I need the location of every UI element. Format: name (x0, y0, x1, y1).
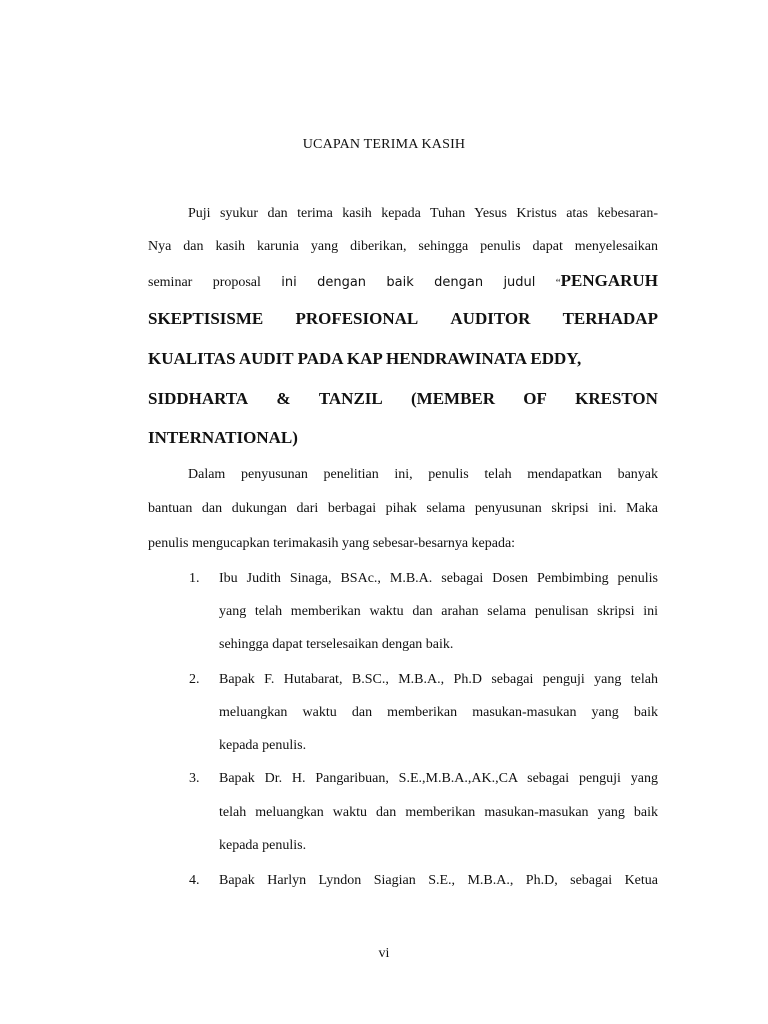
word: baik (386, 275, 414, 290)
word: SIDDHARTA (148, 389, 249, 408)
word: KRESTON (575, 389, 658, 408)
word: AUDITOR (450, 309, 531, 328)
para1-line2: Nya dan kasih karunia yang diberikan, sehingga penulis dapat menyelesaikan (148, 239, 658, 254)
list-item-line: telah meluangkan waktu dan memberikan masukan-masukan yang baik (219, 805, 658, 820)
bold-title-line7: INTERNATIONAL) (148, 428, 298, 447)
word: seminar (148, 275, 193, 290)
word: dengan (434, 275, 484, 290)
page-title: UCAPAN TERIMA KASIH (302, 137, 466, 152)
word: PROFESIONAL (295, 309, 419, 328)
word: & (276, 389, 291, 408)
list-item-line: Bapak F. Hutabarat, B.SC., M.B.A., Ph.D sebagai penguji yang telah (219, 672, 658, 687)
list-number: 4. (189, 873, 200, 888)
para2-line1: Dalam penyusunan penelitian ini, penulis telah mendapatkan banyak (188, 467, 658, 482)
list-item-line: Ibu Judith Sinaga, BSAc., M.B.A. sebagai Dosen Pembimbing penulis (219, 571, 658, 586)
word: OF (523, 389, 547, 408)
list-item-line: yang telah memberikan waktu dan arahan selama penulisan skripsi ini (219, 604, 658, 619)
list-item-line: meluangkan waktu dan memberikan masukan-masukan yang baik (219, 705, 658, 720)
word: ini (281, 275, 297, 290)
word: TERHADAP (562, 309, 658, 328)
word: TANZIL (318, 389, 383, 408)
page-number: vi (378, 946, 390, 961)
word: judul (503, 275, 536, 290)
bold-title-start: PENGARUH (560, 271, 658, 290)
word: SKEPTISISME (148, 309, 264, 328)
para2-line2: bantuan dan dukungan dari berbagai pihak selama penyusunan skripsi ini. Maka (148, 501, 658, 516)
open-quote: “ (555, 277, 561, 289)
list-item-line: sehingga dapat terselesaikan dengan baik. (219, 637, 454, 652)
list-item-line: kepada penulis. (219, 838, 307, 853)
list-number: 3. (189, 771, 200, 786)
bold-start (556, 272, 658, 292)
word: (MEMBER (410, 389, 496, 408)
list-item-line: kepada penulis. (219, 738, 307, 753)
bold-title-line4 (148, 310, 658, 328)
list-number: 1. (189, 571, 200, 586)
list-item-line: Bapak Dr. H. Pangaribuan, S.E.,M.B.A.,AK.,CA sebagai penguji yang (219, 771, 658, 786)
para2-line3: penulis mengucapkan terimakasih yang sebesar-besarnya kepada: (148, 536, 516, 551)
bold-title-line5: KUALITAS AUDIT PADA KAP HENDRAWINATA EDDY, (148, 349, 582, 368)
para1-line3 (148, 272, 658, 292)
word: proposal (212, 275, 261, 290)
list-number: 2. (189, 672, 200, 687)
para1-line1: Puji syukur dan terima kasih kepada Tuhan Yesus Kristus atas kebesaran- (188, 206, 658, 221)
word: dengan (317, 275, 367, 290)
bold-title-line6 (148, 390, 658, 408)
list-item-line: Bapak Harlyn Lyndon Siagian S.E., M.B.A., Ph.D, sebagai Ketua (219, 873, 658, 888)
